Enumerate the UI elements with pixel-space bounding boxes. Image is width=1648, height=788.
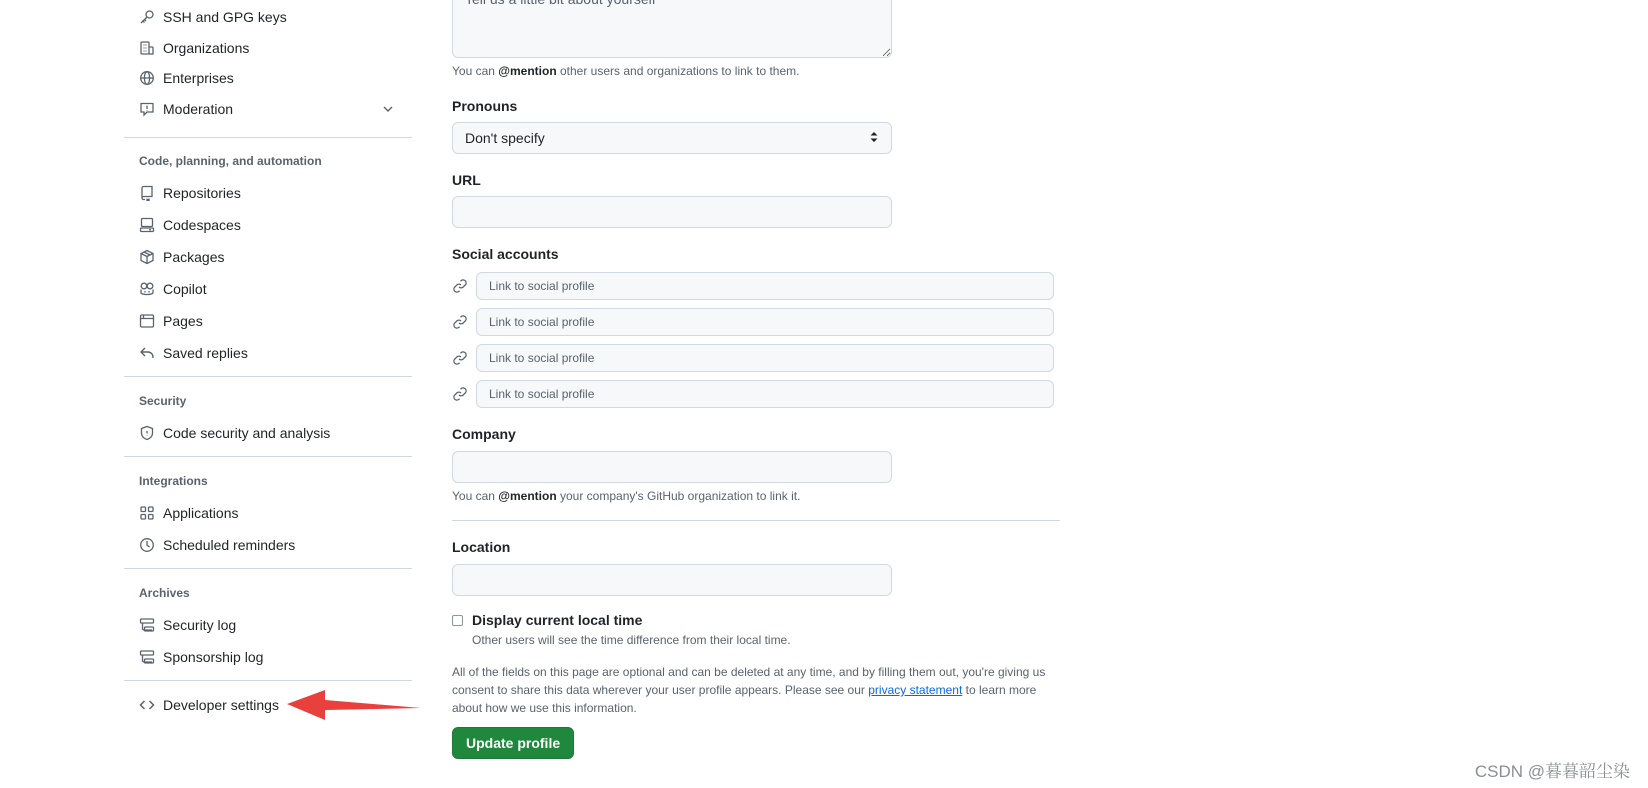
annotation-arrow-icon [285, 688, 423, 722]
social-account-row [452, 308, 1062, 336]
sidebar-item-moderation[interactable] [124, 93, 412, 125]
sidebar-item-codespaces[interactable] [124, 209, 412, 241]
watermark: CSDN @暮暮韶尘染 [1474, 762, 1630, 781]
sidebar-item-label: Sponsorship log [163, 649, 264, 665]
social-profile-input[interactable] [476, 380, 1054, 408]
sidebar-item-label: Saved replies [163, 345, 248, 361]
key-icon [139, 9, 155, 25]
clock-icon [139, 537, 155, 553]
sidebar-item-applications[interactable] [124, 497, 412, 529]
copilot-icon [139, 281, 155, 297]
social-account-row [452, 380, 1062, 408]
globe-icon [139, 70, 155, 86]
sidebar-section-heading-archives: Archives [139, 586, 190, 600]
sidebar-divider [124, 376, 412, 377]
sidebar-section-heading-security: Security [139, 394, 187, 408]
sidebar-item-label: Security log [163, 617, 237, 633]
sidebar-item-saved-replies[interactable] [124, 337, 412, 369]
social-profile-input[interactable] [476, 344, 1054, 372]
sidebar-section-heading-code: Code, planning, and automation [139, 154, 322, 168]
sidebar-item-label: Repositories [163, 185, 241, 201]
sidebar-item-ssh-gpg-keys[interactable] [124, 1, 412, 33]
local-time-label[interactable]: Display current local time [472, 612, 643, 628]
sidebar-item-copilot[interactable] [124, 273, 412, 305]
sidebar-item-label: Moderation [163, 101, 234, 117]
sidebar-item-security-log[interactable] [124, 609, 412, 641]
log-icon [139, 649, 155, 665]
report-icon [139, 101, 155, 117]
sidebar-item-label: Codespaces [163, 217, 241, 233]
bio-textarea[interactable] [452, 0, 892, 58]
sidebar-section-heading-integrations: Integrations [139, 474, 208, 488]
sidebar-item-label: Applications [163, 505, 239, 521]
sidebar-item-packages[interactable] [124, 241, 412, 273]
local-time-checkbox[interactable] [452, 615, 463, 626]
apps-icon [139, 505, 155, 521]
log-icon [139, 617, 155, 633]
sidebar-item-organizations[interactable] [124, 32, 412, 64]
sidebar-item-label: Organizations [163, 40, 250, 56]
company-label: Company [452, 426, 516, 442]
social-account-row [452, 272, 1062, 300]
organization-icon [139, 40, 155, 56]
location-input[interactable] [452, 564, 892, 596]
code-icon [139, 697, 155, 713]
sidebar-item-label: Packages [163, 249, 225, 265]
social-profile-input[interactable] [476, 272, 1054, 300]
select-arrows-icon [869, 130, 879, 147]
social-accounts-label: Social accounts [452, 246, 559, 262]
sidebar-divider [124, 680, 412, 681]
sidebar-divider [124, 456, 412, 457]
social-account-row [452, 344, 1062, 372]
reply-icon [139, 345, 155, 361]
url-label: URL [452, 172, 481, 188]
codespaces-icon [139, 217, 155, 233]
sidebar-item-label: Code security and analysis [163, 425, 331, 441]
sidebar-item-sponsorship-log[interactable] [124, 641, 412, 673]
sidebar-item-scheduled-reminders[interactable] [124, 529, 412, 561]
sidebar-item-label: Pages [163, 313, 203, 329]
link-icon [452, 350, 468, 366]
link-icon [452, 386, 468, 402]
update-profile-button[interactable]: Update profile [452, 727, 574, 759]
company-input[interactable] [452, 451, 892, 483]
consent-text: All of the fields on this page are optional and can be deleted at any time, and by filling them out, you're giving us consent to share this data wherever your user profile appears. Please see our privacy statement to learn more about how we use this information. [452, 665, 1046, 715]
sidebar-item-label: SSH and GPG keys [163, 9, 287, 25]
sidebar-item-enterprises[interactable] [124, 62, 412, 94]
link-icon [452, 278, 468, 294]
sidebar-item-code-security[interactable] [124, 417, 412, 449]
local-time-note: Other users will see the time difference from their local time. [472, 633, 791, 647]
pronouns-label: Pronouns [452, 98, 518, 114]
sidebar-item-label: Enterprises [163, 70, 234, 86]
sidebar-divider [124, 137, 412, 138]
link-icon [452, 314, 468, 330]
shield-icon [139, 425, 155, 441]
form-divider [452, 520, 1060, 521]
chevron-down-icon[interactable] [380, 101, 396, 117]
url-input[interactable] [452, 196, 892, 228]
browser-icon [139, 313, 155, 329]
pronouns-select[interactable] [452, 122, 892, 154]
bio-note: You can @mention other users and organizations to link to them. [452, 64, 800, 78]
company-note: You can @mention your company's GitHub organization to link it. [452, 489, 801, 503]
sidebar-item-repositories[interactable] [124, 177, 412, 209]
sidebar-item-label: Copilot [163, 281, 207, 297]
sidebar-divider [124, 568, 412, 569]
package-icon [139, 249, 155, 265]
sidebar-item-label: Developer settings [163, 697, 279, 713]
pronouns-selected-value: Don't specify [465, 130, 545, 146]
sidebar-item-label: Scheduled reminders [163, 537, 296, 553]
sidebar-item-pages[interactable] [124, 305, 412, 337]
repo-icon [139, 185, 155, 201]
location-label: Location [452, 539, 511, 555]
privacy-statement-link[interactable]: privacy statement [868, 683, 963, 697]
social-profile-input[interactable] [476, 308, 1054, 336]
